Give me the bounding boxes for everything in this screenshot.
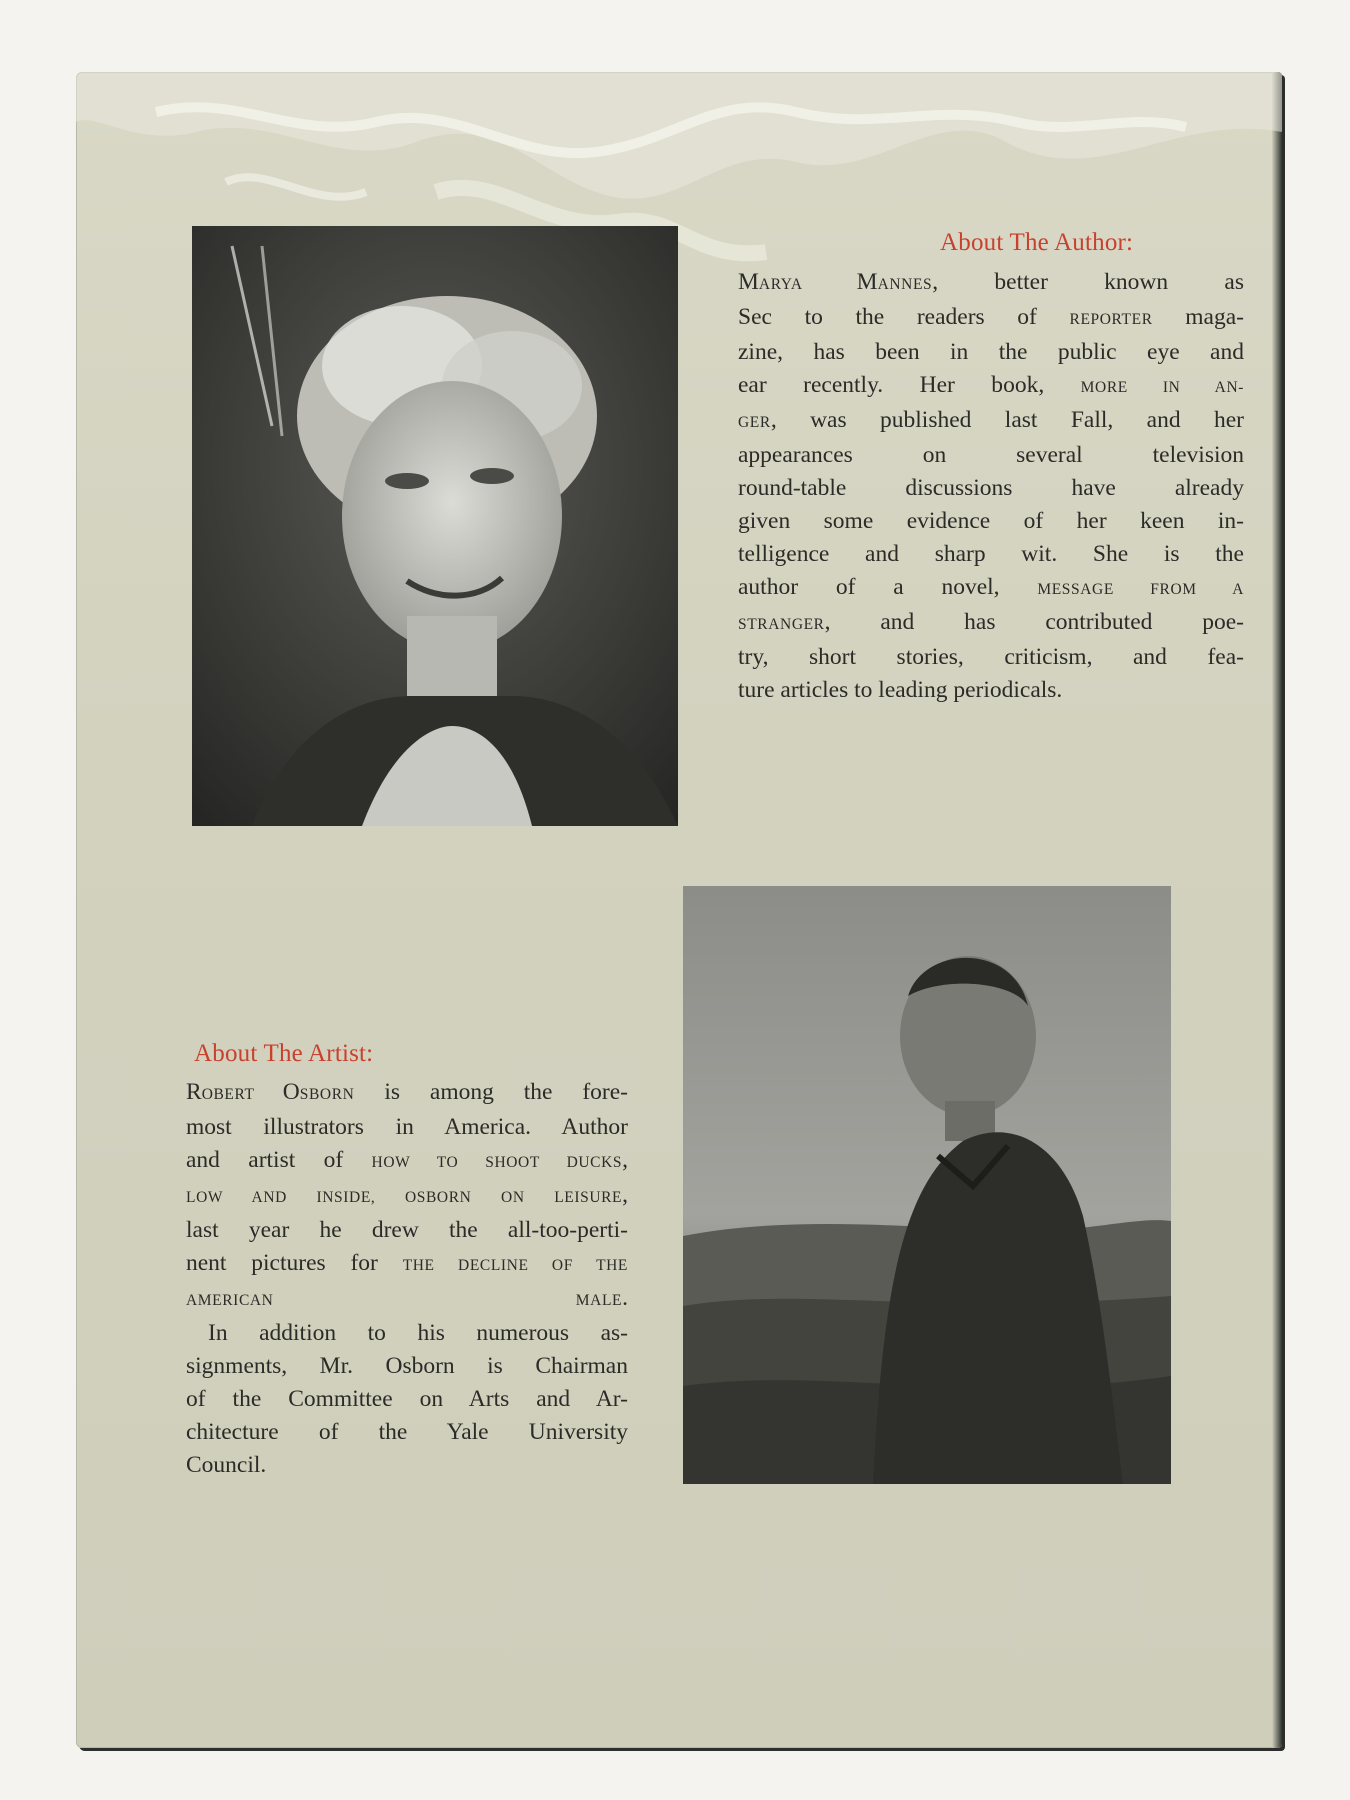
body-text: Sec to the readers of <box>738 304 1070 330</box>
body-text: Council. <box>186 1452 267 1478</box>
text-line <box>738 439 1244 472</box>
body-text: O <box>282 1079 300 1105</box>
author-bio-paragraph <box>738 266 1244 707</box>
body-text: and artist of <box>186 1147 372 1173</box>
body-text: nent pictures for <box>186 1250 403 1276</box>
small-caps-text: AMERICAN MALE <box>186 1292 623 1309</box>
body-text: M <box>738 269 759 295</box>
text-line <box>738 538 1244 571</box>
about-artist-heading: About The Artist: <box>194 1040 374 1067</box>
small-caps-text: ANNES <box>877 276 933 293</box>
body-text: , <box>622 1182 628 1208</box>
text-line <box>738 674 1244 707</box>
body-text: , better known as <box>932 269 1244 295</box>
text-line <box>186 1449 628 1482</box>
body-text: maga- <box>1152 304 1244 330</box>
body-text: last year he drew the all-too-perti- <box>186 1217 628 1243</box>
text-line <box>738 301 1244 336</box>
small-caps-text: MESSAGE FROM A <box>1037 581 1244 598</box>
body-text: In addition to his numerous as- <box>208 1320 628 1346</box>
text-line <box>186 1350 628 1383</box>
text-line <box>186 1282 628 1317</box>
body-text: R <box>186 1079 202 1105</box>
body-text: most illustrators in America. Author <box>186 1114 628 1140</box>
text-line <box>186 1214 628 1247</box>
body-text: , and has contributed poe- <box>824 609 1244 635</box>
about-author-heading: About The Author: <box>940 229 1134 256</box>
book-jacket-back-cover <box>76 72 1282 1748</box>
body-text: M <box>856 269 878 295</box>
body-text: zine, has been in the public eye and <box>738 339 1244 365</box>
text-line <box>186 1076 628 1111</box>
body-text: of the Committee on Arts and Ar- <box>186 1386 628 1412</box>
small-caps-text: HOW TO SHOOT DUCKS <box>371 1154 623 1171</box>
text-line <box>738 606 1244 641</box>
body-text: signments, Mr. Osborn is Chairman <box>186 1353 628 1379</box>
small-caps-text: STRANGER <box>738 616 825 633</box>
text-line <box>186 1247 628 1282</box>
text-line <box>186 1179 628 1214</box>
small-caps-text: SBORN <box>299 1086 355 1103</box>
body-text: , <box>622 1147 628 1173</box>
text-line <box>186 1144 628 1179</box>
body-text: chitecture of the Yale University <box>186 1419 628 1445</box>
small-caps-text: MORE IN AN- <box>1080 379 1245 396</box>
body-text: is among the fore- <box>354 1079 628 1105</box>
artist-portrait-photo <box>683 886 1171 1484</box>
body-text: appearances on several television <box>738 442 1244 468</box>
text-line <box>738 571 1244 606</box>
text-line <box>738 641 1244 674</box>
text-line <box>738 336 1244 369</box>
body-text: try, short stories, criticism, and fea- <box>738 644 1244 670</box>
body-text: author of a novel, <box>738 574 1038 600</box>
small-caps-text: REPORTER <box>1069 311 1153 328</box>
body-text: given some evidence of her keen in- <box>738 508 1244 534</box>
text-line <box>186 1383 628 1416</box>
body-text: telligence and sharp wit. She is the <box>738 541 1244 567</box>
body-text: round-table discussions have already <box>738 475 1244 501</box>
text-line <box>186 1317 628 1350</box>
text-line <box>738 505 1244 538</box>
small-caps-text: ARYA <box>758 276 857 293</box>
small-caps-text: LOW AND INSIDE, OSBORN ON LEISURE <box>186 1189 623 1206</box>
artist-bio-paragraph <box>186 1076 628 1482</box>
text-line <box>738 369 1244 404</box>
small-caps-text: GER <box>738 414 771 431</box>
text-line <box>738 404 1244 439</box>
body-text: ear recently. Her book, <box>738 372 1081 398</box>
small-caps-text: OBERT <box>201 1086 283 1103</box>
body-text: , was published last Fall, and her <box>770 407 1244 433</box>
text-line <box>738 472 1244 505</box>
text-line <box>186 1111 628 1144</box>
body-text: . <box>622 1285 628 1311</box>
body-text: ture articles to leading periodicals. <box>738 677 1063 703</box>
text-line <box>186 1416 628 1449</box>
author-portrait-photo <box>192 226 678 826</box>
text-line <box>738 266 1244 301</box>
small-caps-text: THE DECLINE OF THE <box>402 1257 628 1274</box>
